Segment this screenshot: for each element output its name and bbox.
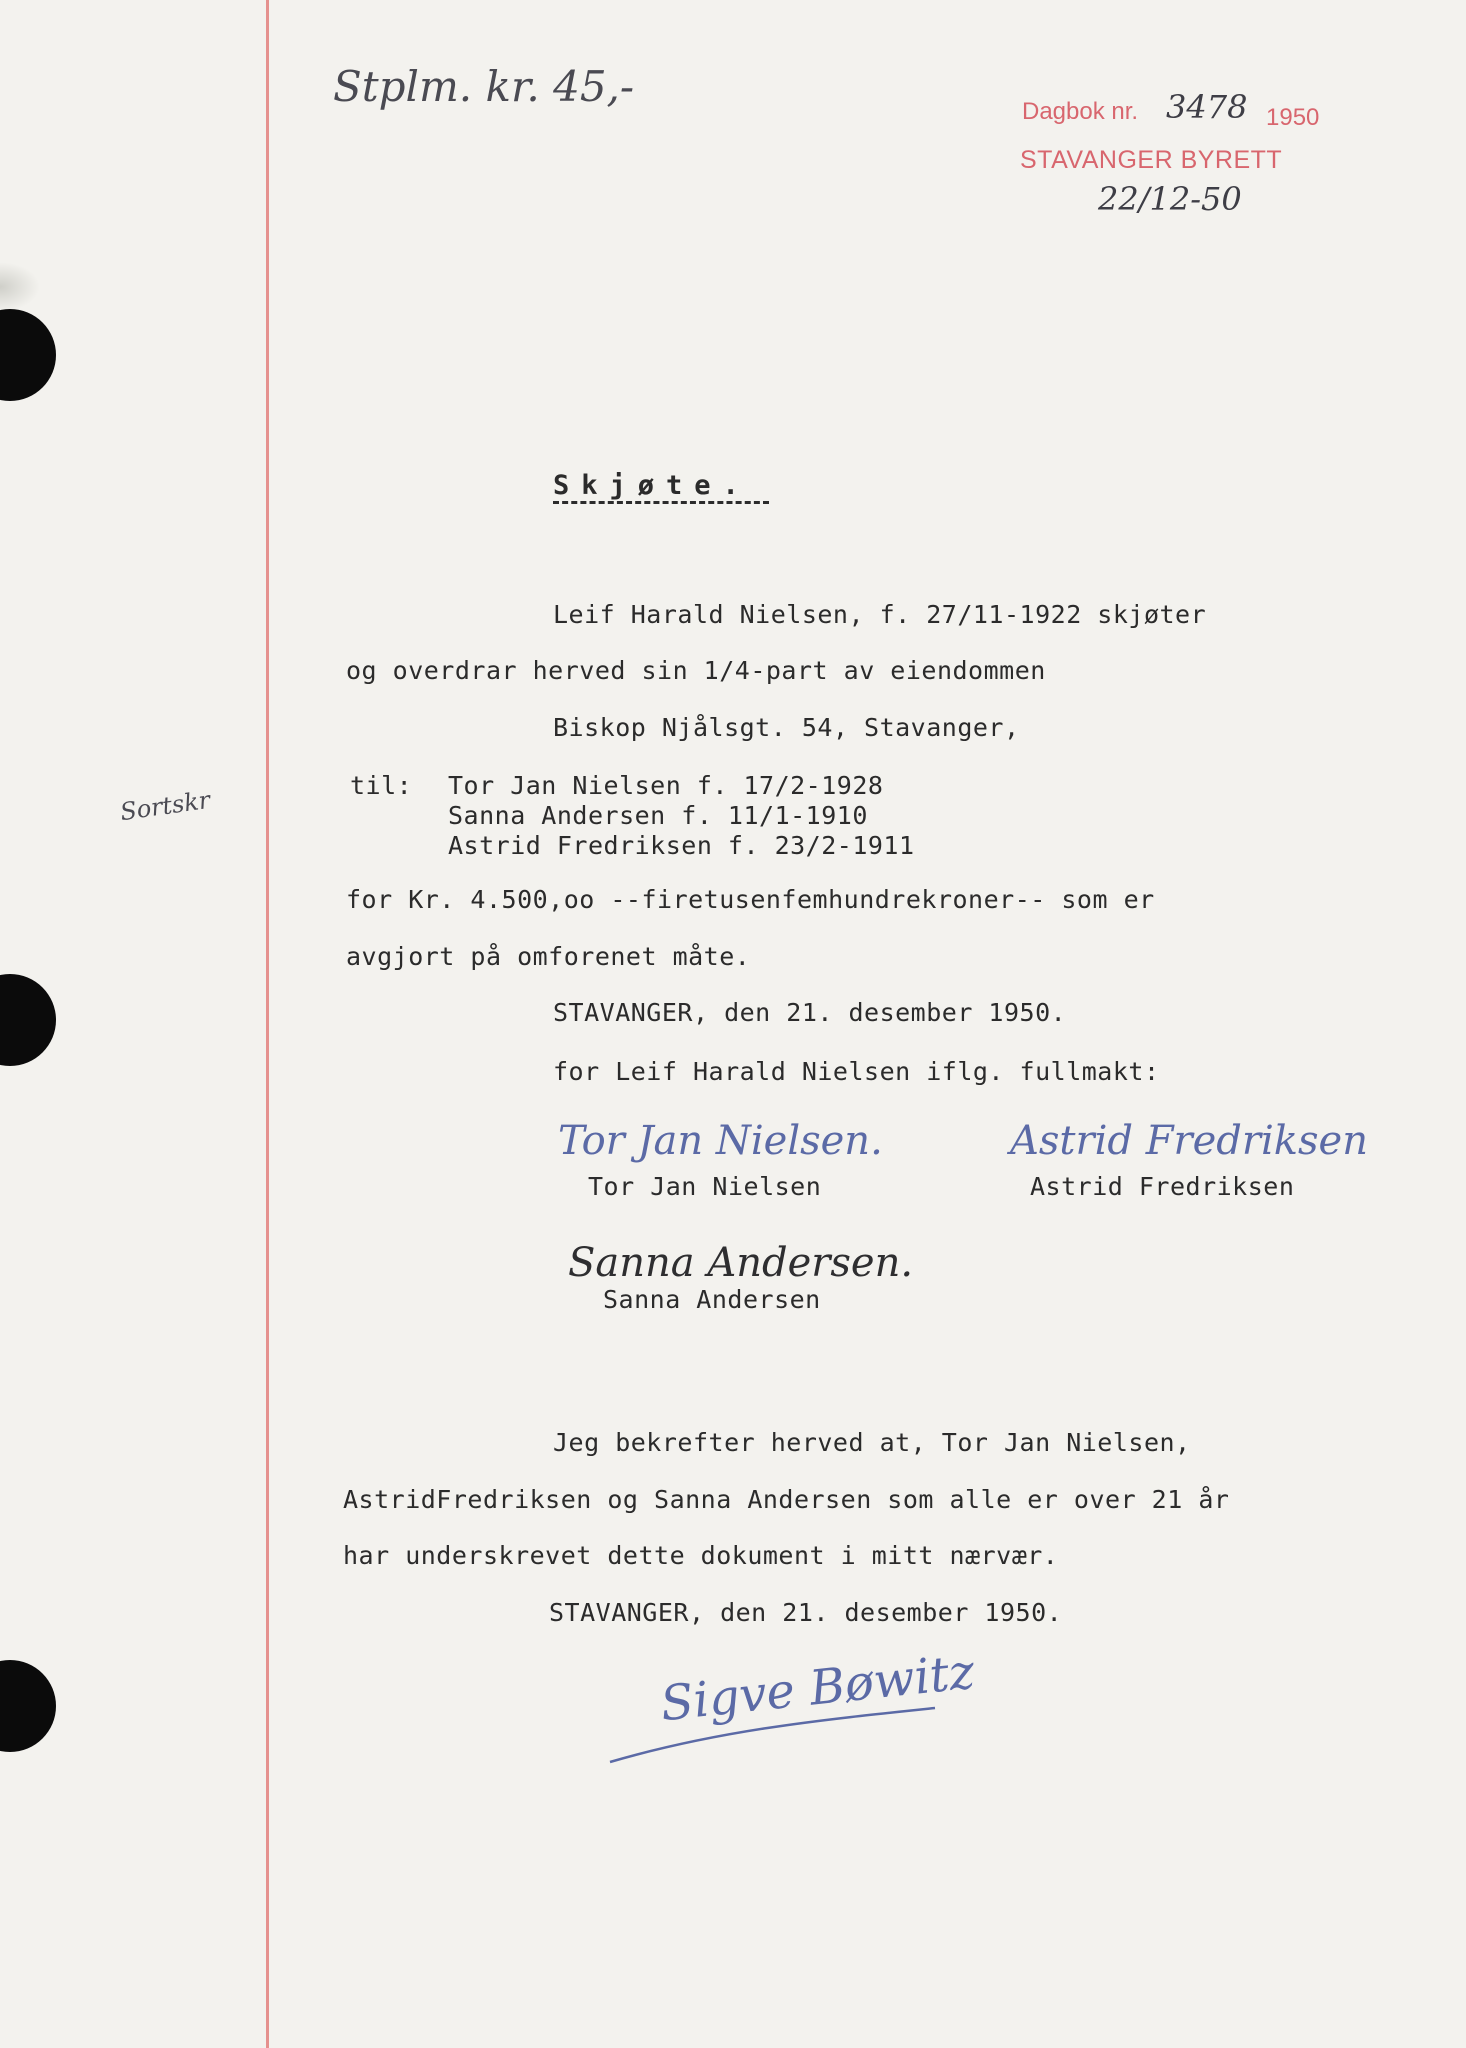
document-title: Skjøte. [553, 470, 751, 501]
stamp-duty-note: Stplm. kr. 45,- [333, 62, 635, 111]
attestation-line: AstridFredriksen og Sanna Andersen som alle er over 21 år [343, 1485, 1230, 1514]
page-edge-wear [0, 262, 40, 312]
proxy-line: for Leif Harald Nielsen iflg. fullmakt: [553, 1057, 1160, 1086]
witness-signature: Sigve Bøwitz [657, 1643, 978, 1733]
recipient-line: Tor Jan Nielsen f. 17/2-1928 [448, 771, 884, 800]
stamp-dagbok-label: Dagbok nr. [1022, 98, 1139, 125]
attestation-place-date: STAVANGER, den 21. desember 1950. [549, 1598, 1063, 1627]
attestation-line: har underskrevet dette dokument i mitt nærvær. [343, 1541, 1059, 1570]
punch-hole [0, 974, 56, 1066]
stamp-date: 22/12-50 [1098, 180, 1242, 218]
punch-hole [0, 309, 56, 401]
body-line: Leif Harald Nielsen, f. 27/11-1922 skjøter [553, 600, 1207, 629]
stamp-year: 1950 [1266, 104, 1320, 131]
signer-name: Astrid Fredriksen [1030, 1172, 1295, 1201]
price-line: for Kr. 4.500,oo --firetusenfemhundrekroner-- som er [346, 885, 1155, 914]
signer-name: Tor Jan Nielsen [588, 1172, 822, 1201]
margin-line [266, 0, 269, 2048]
signature-sanna-andersen: Sanna Andersen. [568, 1240, 914, 1286]
body-line: og overdrar herved sin 1/4-part av eiendommen [346, 656, 1046, 685]
signature-astrid-fredriksen: Astrid Fredriksen [1010, 1118, 1368, 1164]
price-line: avgjort på omforenet måte. [346, 942, 751, 971]
signature-tor-jan-nielsen: Tor Jan Nielsen. [558, 1118, 883, 1164]
punch-hole [0, 1660, 56, 1752]
stamp-court: STAVANGER BYRETT [1020, 146, 1283, 174]
title-underline [553, 501, 769, 504]
recipient-line: Sanna Andersen f. 11/1-1910 [448, 801, 868, 830]
side-note: Sortskr [118, 785, 212, 827]
property-address: Biskop Njålsgt. 54, Stavanger, [553, 713, 1020, 742]
til-label: til: [350, 771, 413, 800]
signer-name: Sanna Andersen [603, 1285, 821, 1314]
stamp-dagbok-number: 3478 [1166, 88, 1248, 126]
recipient-line: Astrid Fredriksen f. 23/2-1911 [448, 831, 915, 860]
place-date: STAVANGER, den 21. desember 1950. [553, 998, 1067, 1027]
witness-signature-flourish [600, 1690, 940, 1770]
attestation-line: Jeg bekrefter herved at, Tor Jan Nielsen, [553, 1428, 1191, 1457]
